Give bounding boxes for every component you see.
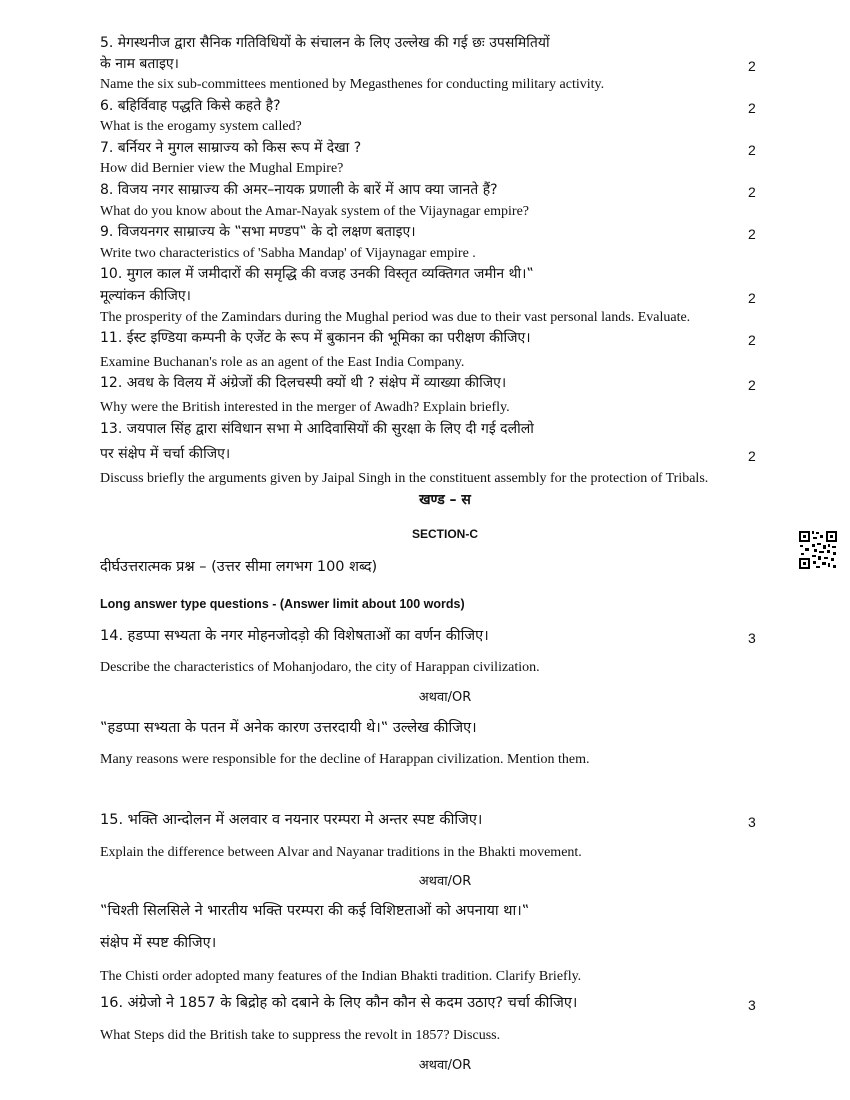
q9-marks: 2 xyxy=(748,226,756,242)
q14-english: Describe the characteristics of Mohanjodaro, the city of Harappan civilization. xyxy=(100,660,540,675)
q14-marks: 3 xyxy=(748,630,756,646)
q15-english: Explain the difference between Alvar and Nayanar traditions in the Bhakti movement. xyxy=(100,845,582,860)
q14-alt-hindi: ‟हडप्पा सभ्यता के पतन में अनेक कारण उत्तरदायी थे।‟ उल्लेख कीजिए। xyxy=(100,720,477,736)
q7-marks: 2 xyxy=(748,142,756,158)
q6-marks: 2 xyxy=(748,100,756,116)
q14-hindi: 14. हडप्पा सभ्यता के नगर मोहनजोदड़ो की विशेषताओं का वर्णन कीजिए। xyxy=(100,628,489,644)
qr-code-icon xyxy=(798,530,838,570)
q7-hindi: 7. बर्नियर ने मुगल साम्राज्य को किस रूप में देखा ? xyxy=(100,140,362,156)
q14-or-label: अथवा/OR xyxy=(418,690,472,705)
q12-english: Why were the British interested in the merger of Awadh? Explain briefly. xyxy=(100,400,510,415)
section-title-hindi: खण्ड – स xyxy=(419,492,471,508)
q15-hindi: 15. भक्ति आन्दोलन में अलवार व नयनार परम्परा मे अन्तर स्पष्ट कीजिए। xyxy=(100,812,483,828)
q15-alt-hindi-line1: ‟चिश्ती सिलसिले ने भारतीय भक्ति परम्परा की कई विशिष्टताओं को अपनाया था।‟ xyxy=(100,903,530,919)
q10-english: The prosperity of the Zamindars during the Mughal period was due to their vast personal lands. Evaluate. xyxy=(100,310,691,325)
q14-alt-english: Many reasons were responsible for the decline of Harappan civilization. Mention them. xyxy=(100,752,590,767)
q6-hindi: 6. बहिर्विवाह पद्धति किसे कहते है? xyxy=(100,98,281,114)
q13-hindi-line2: पर संक्षेप में चर्चा कीजिए। xyxy=(100,446,231,462)
q5-hindi-line2: के नाम बताइए। xyxy=(100,56,179,72)
q16-english: What Steps did the British take to suppress the revolt in 1857? Discuss. xyxy=(100,1028,501,1043)
q16-hindi: 16. अंग्रेजो ने 1857 के बिद्रोह को दबाने के लिए कौन कौन से कदम उठाए? चर्चा कीजिए। xyxy=(100,995,578,1011)
qr-code-graphic xyxy=(798,530,838,570)
q7-english: How did Bernier view the Mughal Empire? xyxy=(100,161,344,176)
section-title-english: SECTION-C xyxy=(412,527,478,541)
q11-english: Examine Buchanan's role as an agent of the East India Company. xyxy=(100,355,465,370)
q15-alt-english: The Chisti order adopted many features of the Indian Bhakti tradition. Clarify Briefly. xyxy=(100,969,582,984)
q12-marks: 2 xyxy=(748,377,756,393)
q10-marks: 2 xyxy=(748,290,756,306)
q8-marks: 2 xyxy=(748,184,756,200)
q9-english: Write two characteristics of 'Sabha Mandap' of Vijaynagar empire . xyxy=(100,246,476,261)
q10-hindi-line2: मूल्यांकन कीजिए। xyxy=(100,288,191,304)
section-description-hindi: दीर्घउत्तरात्मक प्रश्न – (उत्तर सीमा लगभग 100 शब्द) xyxy=(100,559,378,575)
q10-hindi-line1: 10. मुगल काल में जमीदारों की समृद्धि की वजह उनकी विस्तृत व्यक्तिगत जमीन थी।‟ xyxy=(100,266,534,282)
q16-marks: 3 xyxy=(748,997,756,1013)
q12-hindi: 12. अवध के विलय में अंग्रेजों की दिलचस्पी क्यों थी ? संक्षेप में व्याख्या कीजिए। xyxy=(100,375,507,391)
q5-marks: 2 xyxy=(748,58,756,74)
q15-alt-hindi-line2: संक्षेप में स्पष्ट कीजिए। xyxy=(100,935,217,951)
q15-marks: 3 xyxy=(748,814,756,830)
q5-english: Name the six sub-committees mentioned by Megasthenes for conducting military activity. xyxy=(100,77,605,92)
q5-hindi-line1: 5. मेगस्थनीज द्वारा सैनिक गतिविधियों के संचालन के लिए उल्लेख की गई छः उपसमितियों xyxy=(100,35,550,51)
q13-english: Discuss briefly the arguments given by Jaipal Singh in the constituent assembly for the protection of Tribals. xyxy=(100,471,709,486)
q11-marks: 2 xyxy=(748,332,756,348)
q16-or-label: अथवा/OR xyxy=(418,1058,472,1073)
q9-hindi: 9. विजयनगर साम्राज्य के ‟सभा मण्डप‟ के दो लक्षण बताइए। xyxy=(100,224,416,240)
q8-hindi: 8. विजय नगर साम्राज्य की अमर–नायक प्रणाली के बारें में आप क्या जानते हैं? xyxy=(100,182,498,198)
q6-english: What is the erogamy system called? xyxy=(100,119,302,134)
q11-hindi: 11. ईस्ट इण्डिया कम्पनी के एजेंट के रूप में बुकानन की भूमिका का परीक्षण कीजिए। xyxy=(100,330,531,346)
section-description-english: Long answer type questions - (Answer limit about 100 words) xyxy=(100,597,465,611)
q8-english: What do you know about the Amar-Nayak system of the Vijaynagar empire? xyxy=(100,204,529,219)
q13-hindi-line1: 13. जयपाल सिंह द्वारा संविधान सभा मे आदिवासियों की सुरक्षा के लिए दी गई दलीलो xyxy=(100,421,534,437)
q13-marks: 2 xyxy=(748,448,756,464)
q15-or-label: अथवा/OR xyxy=(418,874,472,889)
